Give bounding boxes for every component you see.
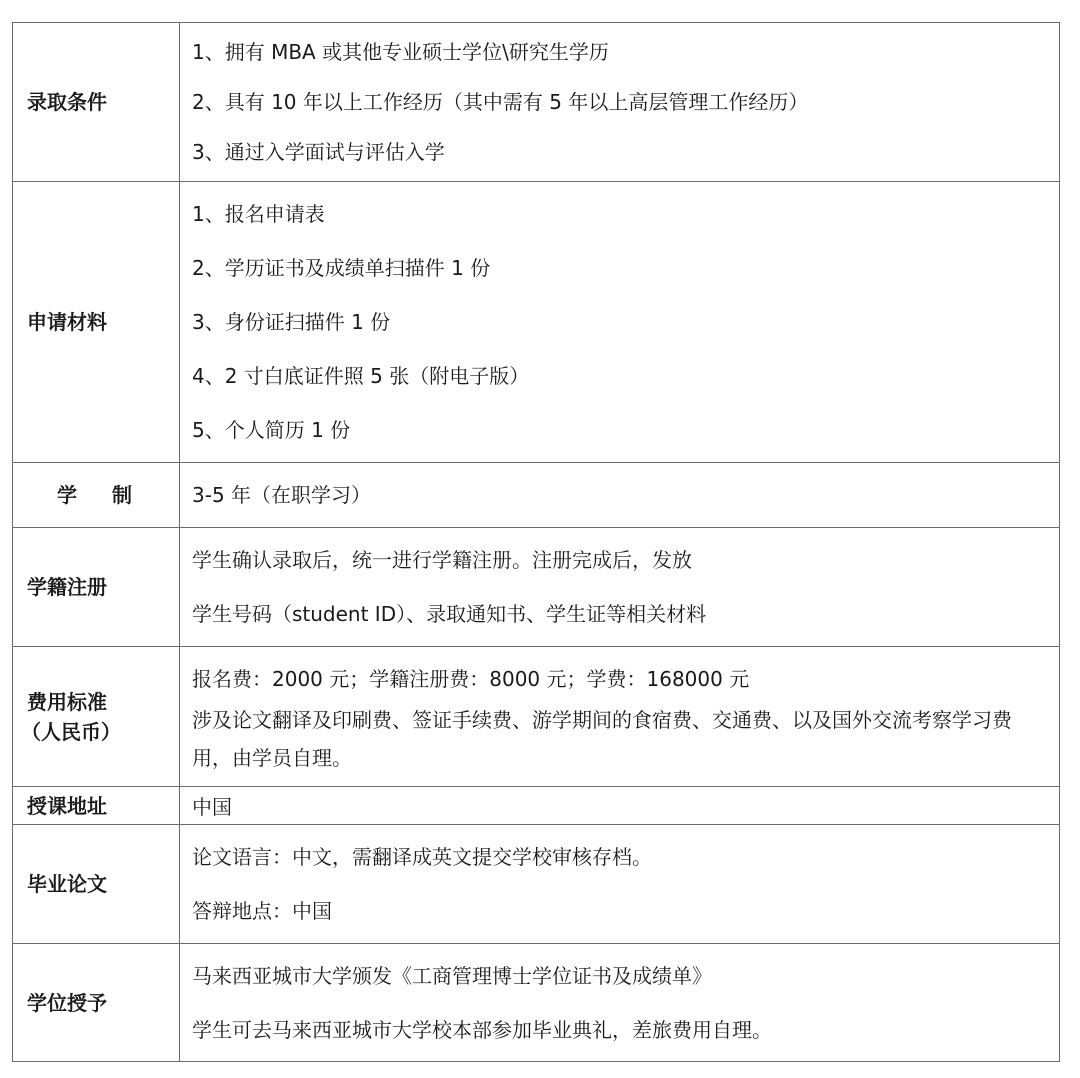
- program-info-table: [12, 22, 1060, 1062]
- content-line: 中国: [192, 795, 232, 819]
- content-line: 1、拥有 MBA 或其他专业硕士学位\研究生学历: [192, 40, 609, 64]
- row-content: [180, 463, 1060, 528]
- row-label: 学 制: [13, 463, 180, 528]
- row-label: 毕业论文: [13, 825, 180, 944]
- row-label: 录取条件: [13, 23, 180, 182]
- content-line: 论文语言：中文，需翻译成英文提交学校审核存档。: [192, 845, 652, 869]
- content-line: 2、具有 10 年以上工作经历（其中需有 5 年以上高层管理工作经历）: [192, 90, 809, 114]
- content-line: 涉及论文翻译及印刷费、签证手续费、游学期间的食宿费、交通费、以及国外交流考察学习费用，由学员自理。: [192, 707, 1012, 770]
- row-content: [180, 647, 1060, 787]
- row-label: 申请材料: [13, 182, 180, 463]
- content-line: 1、报名申请表: [192, 202, 325, 226]
- row-content: [180, 528, 1060, 647]
- table-row: [13, 825, 1060, 944]
- table-row: [13, 944, 1060, 1062]
- content-line: 学生确认录取后，统一进行学籍注册。注册完成后，发放: [192, 548, 692, 572]
- content-line: 报名费：2000 元；学籍注册费：8000 元；学费：168000 元: [192, 666, 750, 691]
- content-line: 3、身份证扫描件 1 份: [192, 310, 391, 334]
- content-line: 答辩地点：中国: [192, 899, 332, 923]
- row-label: 费用标准 （人民币）: [13, 647, 180, 787]
- row-content: [180, 825, 1060, 944]
- table-row: [13, 647, 1060, 787]
- content-line: 3、通过入学面试与评估入学: [192, 140, 445, 164]
- row-content: [180, 944, 1060, 1062]
- content-line: 马来西亚城市大学颁发《工商管理博士学位证书及成绩单》: [192, 963, 712, 988]
- table-row: [13, 23, 1060, 182]
- row-content: [180, 787, 1060, 825]
- table-row: [13, 528, 1060, 647]
- row-content: [180, 182, 1060, 463]
- table-row: [13, 182, 1060, 463]
- row-label: 学位授予: [13, 944, 180, 1062]
- table-row: [13, 787, 1060, 825]
- row-label: 学籍注册: [13, 528, 180, 647]
- table-row: [13, 463, 1060, 528]
- content-line: 2、学历证书及成绩单扫描件 1 份: [192, 256, 491, 280]
- row-label: 授课地址: [13, 787, 180, 825]
- content-line: 学生号码（student ID）、录取通知书、学生证等相关材料: [192, 602, 707, 626]
- row-content: [180, 23, 1060, 182]
- content-line: 3-5 年（在职学习）: [192, 483, 372, 507]
- content-line: 4、2 寸白底证件照 5 张（附电子版）: [192, 364, 530, 388]
- content-line: 学生可去马来西亚城市大学校本部参加毕业典礼，差旅费用自理。: [192, 1017, 772, 1042]
- row-label-sub: （人民币）: [21, 719, 121, 744]
- content-line: 5、个人简历 1 份: [192, 418, 351, 442]
